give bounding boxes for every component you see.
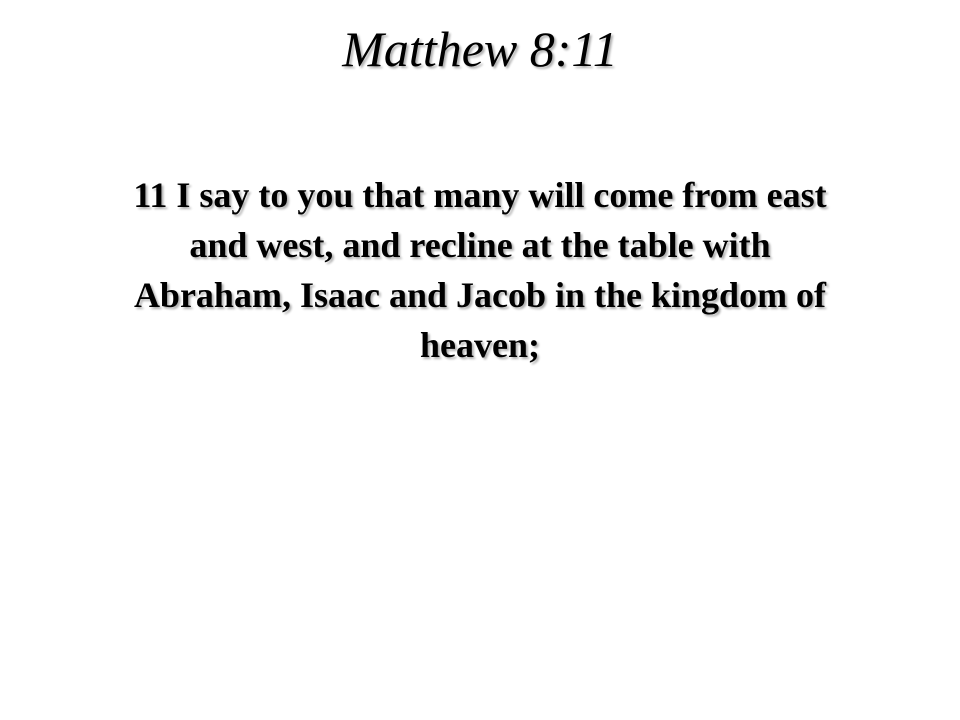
verse-text <box>30 170 930 370</box>
verse-line-1: 11 I say to you that many will come from east <box>133 175 827 215</box>
verse-line-4: heaven; <box>420 325 540 365</box>
slide-title: Matthew 8:11 <box>342 21 618 77</box>
verse-line-2: and west, and recline at the table with <box>189 225 771 265</box>
verse-line-3: Abraham, Isaac and Jacob in the kingdom of <box>133 275 827 315</box>
